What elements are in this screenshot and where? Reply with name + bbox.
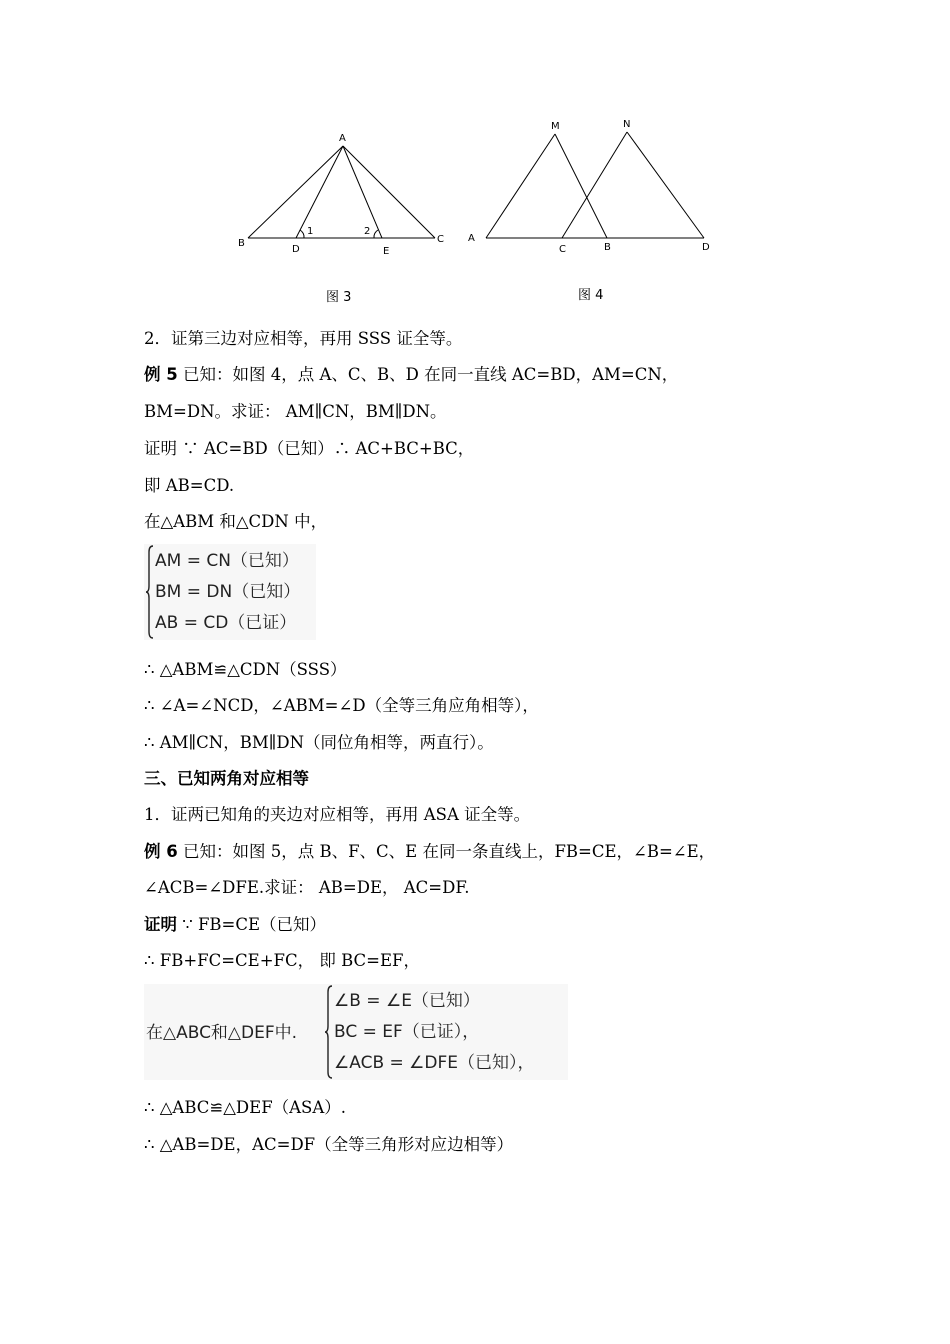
- proof-5-step-2: 即 AB=CD.: [144, 476, 235, 495]
- point-label-C: C: [559, 244, 566, 255]
- proof-6-conclusion: ∴ △AB=DE，AC=DF（全等三角形对应边相等）: [144, 1135, 514, 1154]
- point-label-D: D: [292, 244, 300, 255]
- example-5-prove: BM=DN。求证： AM∥CN，BM∥DN。: [144, 402, 447, 421]
- proof-6-text: ∵ FB=CE（已知）: [177, 915, 327, 934]
- left-brace-icon: [325, 984, 333, 1080]
- example-5-given: [144, 364, 678, 386]
- point-label-M: M: [551, 121, 560, 132]
- point-label-N: N: [623, 119, 631, 130]
- system-2-row: ∠B = ∠E（已知）: [334, 991, 480, 1011]
- example-6-given: [144, 841, 715, 863]
- point-label-A: A: [339, 133, 346, 144]
- equation-system-2: [144, 984, 568, 1080]
- section-heading-3: 三、已知两角对应相等: [144, 769, 309, 788]
- proof-6-label: 证明: [144, 915, 177, 934]
- proof-5-step-3: 在△ABM 和△CDN 中，: [144, 512, 328, 531]
- segment-ND: [627, 132, 704, 238]
- example-6-label: 例 6: [144, 842, 178, 861]
- proof-5-step-1: 证明 ∵ AC=BD（已知）∴ AC+BC+BC，: [144, 439, 475, 458]
- proof-5-angles: ∴ ∠A=∠NCD，∠ABM=∠D（全等三角应角相等），: [144, 696, 539, 715]
- example-5-text: 已知：如图 4，点 A、C、B、D 在同一直线 AC=BD，AM=CN，: [177, 365, 679, 384]
- system-2-row: BC = EF（已证），: [334, 1022, 480, 1042]
- example-6-text: 已知：如图 5，点 B、F、C、E 在同一条直线上，FB=CE，∠B=∠E，: [177, 842, 716, 861]
- point-label-D: D: [702, 242, 710, 253]
- system-1-row: BM = DN（已知）: [155, 582, 301, 602]
- angle-label-1: 1: [307, 226, 314, 237]
- proof-6-congruence: ∴ △ABC≌△DEF（ASA）.: [144, 1098, 347, 1117]
- system-1-row: AB = CD（已证）: [155, 613, 297, 633]
- system-1-row: AM = CN（已知）: [155, 551, 299, 571]
- proof-5-conclusion: ∴ AM∥CN，BM∥DN（同位角相等，两直行）。: [144, 733, 494, 752]
- proof-6-step-1: [144, 914, 326, 936]
- figure-3-caption: 图 3: [326, 290, 352, 305]
- line-asa-method: 1．证两已知角的夹边对应相等，再用 ASA 证全等。: [144, 805, 531, 824]
- segment-AE: [343, 146, 382, 238]
- point-label-B: B: [238, 238, 245, 249]
- point-label-A: A: [468, 233, 475, 244]
- segment-MB: [555, 134, 607, 238]
- figure-4-caption: 图 4: [578, 288, 604, 303]
- system-2-row: ∠ACB = ∠DFE（已知），: [334, 1053, 535, 1073]
- left-brace-icon: [146, 544, 154, 640]
- proof-5-congruence: ∴ △ABM≌△CDN（SSS）: [144, 660, 347, 679]
- segment-AC: [343, 146, 435, 238]
- line-sss-method: 2．证第三边对应相等，再用 SSS 证全等。: [144, 329, 463, 348]
- example-5-label: 例 5: [144, 365, 178, 384]
- segment-AM: [486, 134, 555, 238]
- system-2-prefix: 在△ABC和△DEF中.: [146, 1023, 298, 1043]
- angle-1-arc: [300, 230, 304, 238]
- point-label-B: B: [604, 242, 611, 253]
- figure-3: [230, 128, 460, 263]
- point-label-C: C: [437, 234, 444, 245]
- equation-system-1: [144, 544, 316, 640]
- segment-AB: [248, 146, 343, 238]
- figure-4: [462, 114, 722, 259]
- segment-CN: [562, 132, 627, 238]
- angle-2-arc: [374, 230, 378, 238]
- segment-AD: [296, 146, 343, 238]
- example-6-prove: ∠ACB=∠DFE.求证： AB=DE， AC=DF.: [144, 878, 470, 897]
- point-label-E: E: [383, 246, 390, 257]
- proof-6-step-2: ∴ FB+FC=CE+FC， 即 BC=EF，: [144, 951, 420, 970]
- angle-label-2: 2: [364, 226, 371, 237]
